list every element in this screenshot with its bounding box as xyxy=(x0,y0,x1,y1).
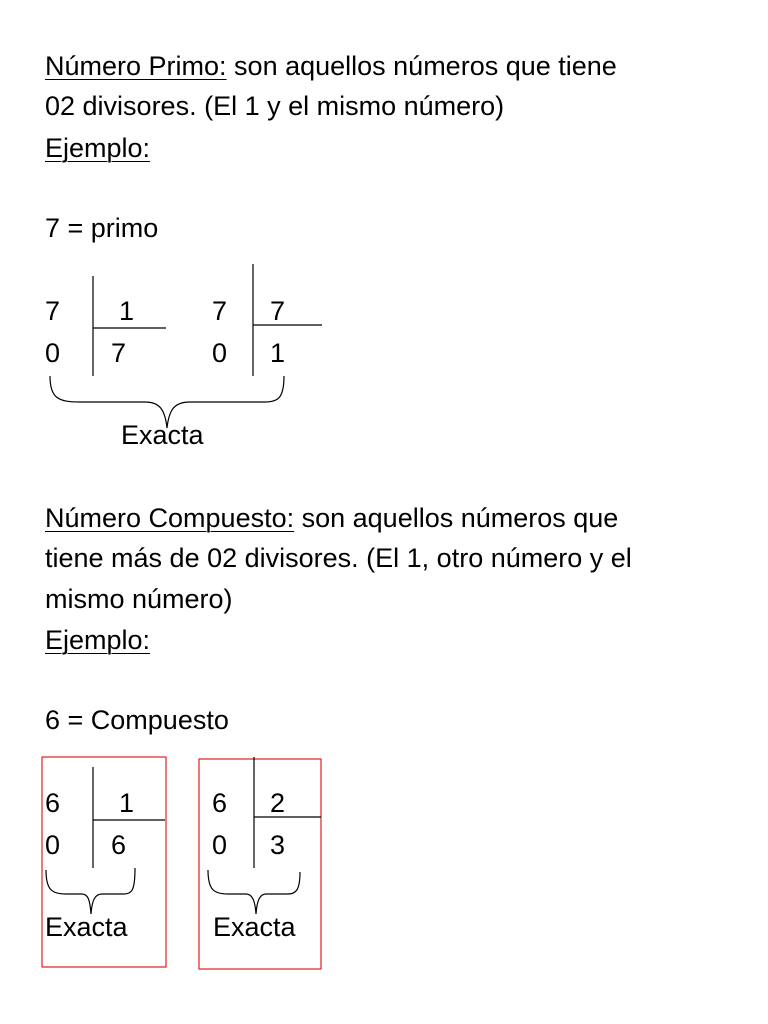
primo-div1-quotient: 7 xyxy=(111,338,127,368)
primo-brace-label: Exacta xyxy=(121,420,204,450)
compuesto-term: Número Compuesto: xyxy=(45,503,295,533)
compuesto-div2-dividend: 6 xyxy=(212,788,228,818)
compuesto-definition-line-2: tiene más de 02 divisores. (El 1, otro número y el xyxy=(45,543,632,573)
primo-definition-line-2: 02 divisores. (El 1 y el mismo número) xyxy=(45,91,505,121)
primo-div1-remainder: 0 xyxy=(45,338,61,368)
compuesto-ejemplo-heading: Ejemplo: xyxy=(45,625,151,655)
compuesto-div1-divisor: 1 xyxy=(119,788,135,818)
primo-div2-dividend: 7 xyxy=(212,296,228,326)
compuesto-div2-brace xyxy=(208,870,300,914)
compuesto-div1-label: Exacta xyxy=(45,912,128,942)
primo-ejemplo-heading: Ejemplo: xyxy=(45,133,151,163)
compuesto-div2-remainder: 0 xyxy=(212,830,228,860)
compuesto-div1-box xyxy=(42,757,166,967)
compuesto-definition-line-3: mismo número) xyxy=(45,584,233,614)
primo-example-line: 7 = primo xyxy=(45,213,159,243)
primo-definition-text: son aquellos números que tiene xyxy=(226,51,617,81)
primo-div2-divisor: 7 xyxy=(270,296,286,326)
compuesto-example-line: 6 = Compuesto xyxy=(45,705,229,735)
compuesto-div2-divisor: 2 xyxy=(270,788,286,818)
primo-div1-dividend: 7 xyxy=(45,296,61,326)
compuesto-div1-brace xyxy=(46,868,135,914)
compuesto-div1-quotient: 6 xyxy=(111,830,127,860)
compuesto-definition-text: son aquellos números que xyxy=(294,503,619,533)
primo-div1-divisor: 1 xyxy=(119,296,135,326)
compuesto-div1-dividend: 6 xyxy=(45,788,61,818)
primo-div2-remainder: 0 xyxy=(212,338,228,368)
compuesto-div1-remainder: 0 xyxy=(45,830,61,860)
compuesto-div2-label: Exacta xyxy=(213,912,296,942)
primo-term: Número Primo: xyxy=(45,51,227,81)
primo-div2-quotient: 1 xyxy=(270,338,286,368)
primo-brace xyxy=(50,376,284,428)
compuesto-div2-box xyxy=(199,759,321,969)
compuesto-div2-quotient: 3 xyxy=(270,830,286,860)
